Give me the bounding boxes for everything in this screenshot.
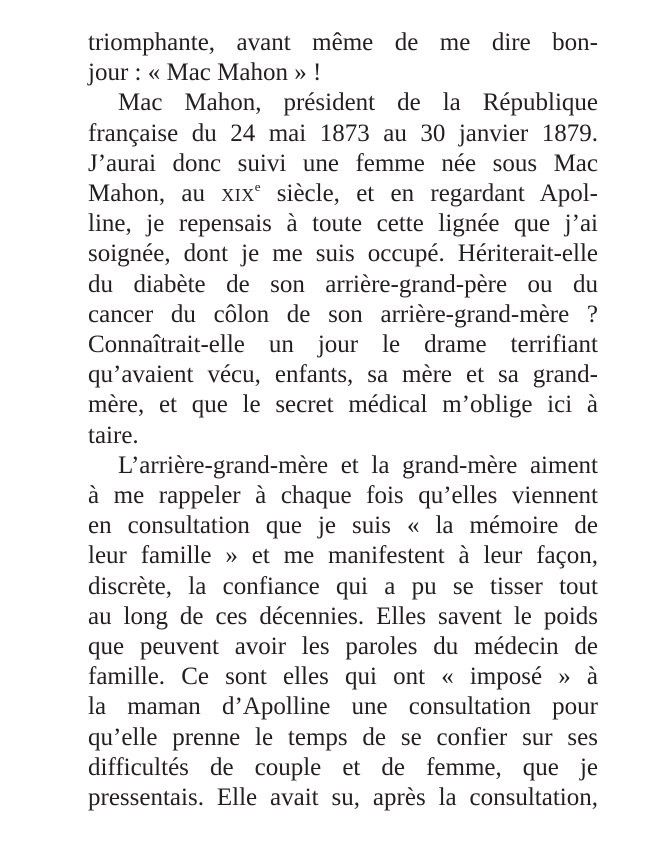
- text-line: pressentais. Elle avait su, après la consultation,: [88, 784, 598, 812]
- text-line: taire.: [88, 421, 139, 449]
- text-line: L’arrière-grand-mère et la grand-mère aiment: [118, 451, 598, 479]
- text-line: soignée, dont je me suis occupé. Hériterait-elle: [88, 240, 598, 268]
- text-line: discrète, la confiance qui a pu se tisser tout: [88, 572, 598, 600]
- paragraph-3: [88, 451, 598, 813]
- text-line: du diabète de son arrière-grand-père ou du: [88, 270, 598, 298]
- text-line: line, je repensais à toute cette lignée que j’ai: [88, 210, 598, 238]
- text-line: en consultation que je suis « la mémoire de: [88, 512, 598, 540]
- text-line: jour : « Mac Mahon » !: [88, 59, 322, 87]
- text-line: J’aurai donc suivi une femme née sous Mac: [88, 149, 598, 177]
- text-line: mère, et que le secret médical m’oblige ici à: [88, 391, 598, 419]
- text-line: difficultés de couple et de femme, que je: [88, 753, 598, 781]
- text-line: française du 24 mai 1873 au 30 janvier 1879.: [88, 119, 598, 147]
- century-numeral: xix: [221, 180, 255, 208]
- century-superscript: e: [254, 179, 261, 195]
- text-line: cancer du côlon de son arrière-grand-mère ?: [88, 300, 598, 328]
- paragraph-2: [88, 88, 598, 450]
- book-page: [88, 28, 598, 813]
- text-line: Mac Mahon, président de la République: [118, 89, 598, 117]
- text-line: à me rappeler à chaque fois qu’elles viennent: [88, 482, 598, 510]
- text-line: qu’avaient vécu, enfants, sa mère et sa grand-: [88, 361, 598, 389]
- text-line-century: Mahon, au xix$^e$ siècle, et en regardant Apol-: [88, 179, 598, 208]
- text-line: Connaîtrait-elle un jour le drame terrifiant: [88, 331, 598, 359]
- text-line: triomphante, avant même de me dire bon-: [88, 29, 598, 56]
- text-line: au long de ces décennies. Elles savent le poids: [88, 602, 598, 630]
- text-line: leur famille » et me manifestent à leur façon,: [88, 542, 598, 570]
- paragraph-1: [88, 28, 598, 88]
- text-line: que peuvent avoir les paroles du médecin de: [88, 633, 598, 661]
- text-line: famille. Ce sont elles qui ont « imposé » à: [88, 663, 598, 691]
- text-line: qu’elle prenne le temps de se confier sur ses: [88, 723, 598, 751]
- text-line: la maman d’Apolline une consultation pour: [88, 693, 598, 721]
